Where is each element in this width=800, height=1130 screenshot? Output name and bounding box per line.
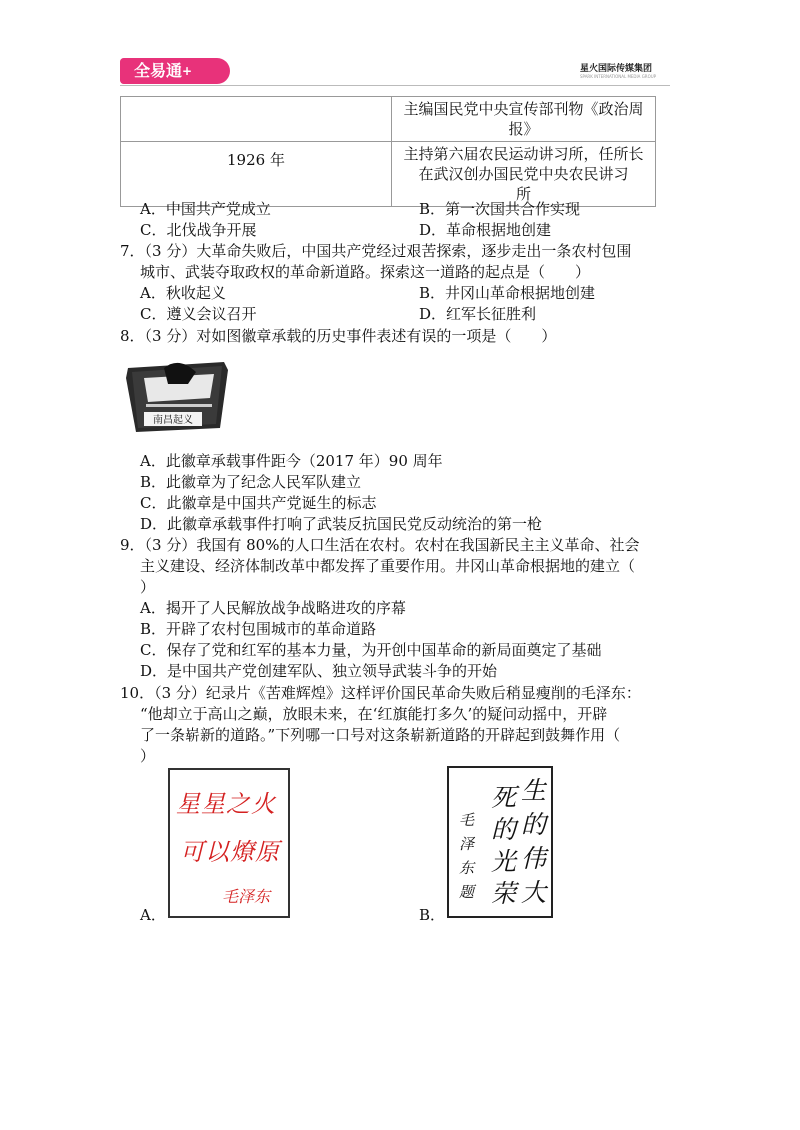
q10-option-b-calligraphy xyxy=(447,766,553,918)
q7-option-b: B．井冈山革命根据地创建 xyxy=(419,284,596,302)
event-line: 报》 xyxy=(508,120,539,138)
event-line: 所 xyxy=(515,185,531,203)
page-header xyxy=(0,0,800,90)
q6-option-d: D．革命根据地创建 xyxy=(419,221,552,239)
q6-option-c: C．北伐战争开展 xyxy=(140,221,257,239)
q9-option-d: D．是中国共产党创建军队、独立领导武装斗争的开始 xyxy=(140,662,498,680)
q7-option-c: C．遵义会议召开 xyxy=(140,305,257,323)
callig-signature: 毛泽东 xyxy=(222,887,271,906)
table-cell-event xyxy=(392,142,656,207)
table-row xyxy=(121,97,656,142)
callig-column: 死的光荣 xyxy=(491,783,517,908)
q10-stem-end: ） xyxy=(140,747,156,765)
q10-option-b-label: B． xyxy=(419,906,446,924)
q8-option-b: B．此徽章为了纪念人民军队建立 xyxy=(140,473,362,491)
badge-illustration xyxy=(124,358,234,438)
q8-option-d: D．此徽章承载事件打响了武装反抗国民党反动统治的第一枪 xyxy=(140,515,543,533)
brand-name: 星火国际传媒集团 xyxy=(580,64,653,74)
q7-stem-cont: 城市、武装夺取政权的革命新道路。探索这一道路的起点是（ ） xyxy=(140,263,591,281)
q9-stem-cont: 主义建设、经济体制改革中都发挥了重要作用。井冈山革命根据地的建立（ xyxy=(140,557,636,575)
header-divider xyxy=(120,85,670,86)
brand-subtitle: SPARK INTERNATIONAL MEDIA GROUP xyxy=(580,74,657,79)
q8-option-c: C．此徽章是中国共产党诞生的标志 xyxy=(140,494,377,512)
callig-line: 星星之火 xyxy=(176,790,276,818)
q9-option-b: B．开辟了农村包围城市的革命道路 xyxy=(140,620,377,638)
event-line: 主持第六届农民运动讲习所，任所长 xyxy=(403,145,644,163)
q10-stem-cont2: 了一条崭新的道路。”下列哪一口号对这条崭新道路的开辟起到鼓舞作用（ xyxy=(140,726,621,744)
q9-option-c: C．保存了党和红军的基本力量，为开创中国革命的新局面奠定了基础 xyxy=(140,641,602,659)
mao-timeline-table xyxy=(120,96,656,207)
table-row xyxy=(121,142,656,207)
q9-stem-end: ） xyxy=(140,578,156,596)
table-cell-year: 1926 年 xyxy=(121,142,392,207)
publisher-logo xyxy=(120,58,230,84)
table-cell-year xyxy=(121,97,392,142)
q8-option-a: A．此徽章承载事件距今（2017 年）90 周年 xyxy=(140,452,443,470)
q10-stem-cont1: “他却立于高山之巅，放眼未来，在‘红旗能打多久’的疑问动摇中，开辟 xyxy=(140,705,608,723)
callig-line: 可以燎原 xyxy=(180,838,280,866)
q9-option-a: A．揭开了人民解放战争战略进攻的序幕 xyxy=(140,599,406,617)
q9-stem: 9．（3 分）我国有 80%的人口生活在农村。农村在我国新民主主义革命、社会 xyxy=(120,536,640,554)
nanchang-uprising-badge-image xyxy=(124,358,234,438)
q6-option-b: B．第一次国共合作实现 xyxy=(419,200,581,218)
q10-option-a-calligraphy xyxy=(168,768,290,918)
event-line: 主编国民党中央宣传部刊物《政治周 xyxy=(403,100,644,118)
event-line: 在武汉创办国民党中央农民讲习 xyxy=(418,165,629,183)
table-cell-event xyxy=(392,97,656,142)
q6-option-a: A．中国共产党成立 xyxy=(140,200,271,218)
q10-stem: 10．（3 分）纪录片《苦难辉煌》这样评价国民革命失败后稍显瘦削的毛泽东： xyxy=(120,684,641,702)
q8-stem: 8．（3 分）对如图徽章承载的历史事件表述有误的一项是（ ） xyxy=(120,327,557,345)
q7-option-d: D．红军长征胜利 xyxy=(419,305,537,323)
q7-option-a: A．秋收起义 xyxy=(140,284,226,302)
q7-stem: 7．（3 分）大革命失败后，中国共产党经过艰苦探索，逐步走出一条农村包围 xyxy=(120,242,632,260)
callig-column: 生的伟大 xyxy=(521,776,547,907)
svg-text:南昌起义: 南昌起义 xyxy=(153,415,193,426)
logo-plus: + xyxy=(182,64,193,78)
callig-signature: 毛泽东题 xyxy=(459,811,475,901)
q10-option-a-label: A． xyxy=(140,906,166,924)
logo-text: 全易通 xyxy=(134,61,183,80)
